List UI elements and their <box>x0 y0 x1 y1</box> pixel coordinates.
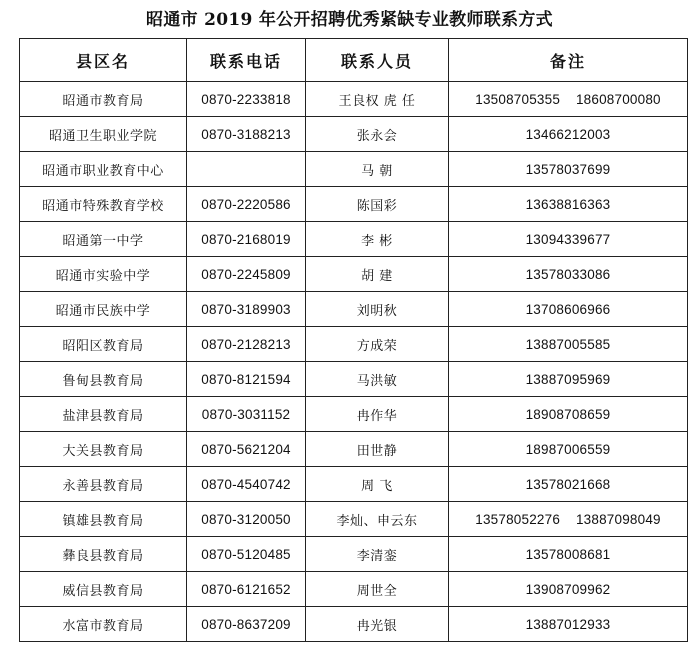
phone-cell: 0870-2233818 <box>187 82 306 117</box>
contact-cell: 胡 建 <box>306 257 449 292</box>
table-row <box>20 152 688 187</box>
contact-cell: 冉光银 <box>306 607 449 642</box>
contact-cell: 冉作华 <box>306 397 449 432</box>
county-cell: 昭通第一中学 <box>20 222 187 257</box>
notes-cell: 13466212003 <box>449 117 688 152</box>
notes-cell: 13887012933 <box>449 607 688 642</box>
contact-cell: 田世静 <box>306 432 449 467</box>
phone-cell <box>187 152 306 187</box>
phone-cell: 0870-4540742 <box>187 467 306 502</box>
table-row <box>20 502 688 537</box>
phone-cell: 0870-6121652 <box>187 572 306 607</box>
notes-cell: 13578021668 <box>449 467 688 502</box>
contact-cell: 刘明秋 <box>306 292 449 327</box>
contact-table <box>19 38 688 642</box>
contact-cell: 马洪敏 <box>306 362 449 397</box>
notes-cell: 13508705355 18608700080 <box>449 82 688 117</box>
notes-cell: 13887095969 <box>449 362 688 397</box>
phone-cell: 0870-3120050 <box>187 502 306 537</box>
phone-cell: 0870-2128213 <box>187 327 306 362</box>
table-row <box>20 117 688 152</box>
phone-cell: 0870-3188213 <box>187 117 306 152</box>
phone-cell: 0870-5120485 <box>187 537 306 572</box>
county-cell: 昭通市特殊教育学校 <box>20 187 187 222</box>
table-row <box>20 187 688 222</box>
county-cell: 威信县教育局 <box>20 572 187 607</box>
notes-cell: 13578008681 <box>449 537 688 572</box>
contact-cell: 张永会 <box>306 117 449 152</box>
notes-cell: 13578033086 <box>449 257 688 292</box>
notes-cell: 13094339677 <box>449 222 688 257</box>
table-row <box>20 537 688 572</box>
header-county: 县区名 <box>20 39 187 82</box>
county-cell: 镇雄县教育局 <box>20 502 187 537</box>
notes-cell: 13708606966 <box>449 292 688 327</box>
table-row <box>20 432 688 467</box>
contact-cell: 方成荣 <box>306 327 449 362</box>
phone-cell: 0870-8637209 <box>187 607 306 642</box>
phone-cell: 0870-2168019 <box>187 222 306 257</box>
contact-cell: 李 彬 <box>306 222 449 257</box>
phone-cell: 0870-2220586 <box>187 187 306 222</box>
county-cell: 昭通市实验中学 <box>20 257 187 292</box>
contact-cell: 周世全 <box>306 572 449 607</box>
county-cell: 昭通市职业教育中心 <box>20 152 187 187</box>
table-row <box>20 327 688 362</box>
county-cell: 昭通卫生职业学院 <box>20 117 187 152</box>
table-header-row <box>20 39 688 82</box>
notes-cell: 13578052276 13887098049 <box>449 502 688 537</box>
contact-cell: 周 飞 <box>306 467 449 502</box>
county-cell: 水富市教育局 <box>20 607 187 642</box>
contact-cell: 王良权 虎 任 <box>306 82 449 117</box>
notes-cell: 18987006559 <box>449 432 688 467</box>
table-row <box>20 467 688 502</box>
header-phone: 联系电话 <box>187 39 306 82</box>
phone-cell: 0870-2245809 <box>187 257 306 292</box>
table-row <box>20 397 688 432</box>
notes-cell: 13638816363 <box>449 187 688 222</box>
contact-cell: 李灿、申云东 <box>306 502 449 537</box>
county-cell: 大关县教育局 <box>20 432 187 467</box>
county-cell: 昭阳区教育局 <box>20 327 187 362</box>
document-title: 昭通市 2019 年公开招聘优秀紧缺专业教师联系方式 <box>146 10 553 30</box>
notes-cell: 13578037699 <box>449 152 688 187</box>
notes-cell: 13908709962 <box>449 572 688 607</box>
table-row <box>20 362 688 397</box>
county-cell: 盐津县教育局 <box>20 397 187 432</box>
contact-cell: 李清銮 <box>306 537 449 572</box>
notes-cell: 18908708659 <box>449 397 688 432</box>
phone-cell: 0870-5621204 <box>187 432 306 467</box>
phone-cell: 0870-3031152 <box>187 397 306 432</box>
contact-cell: 马 朝 <box>306 152 449 187</box>
county-cell: 昭通市民族中学 <box>20 292 187 327</box>
table-row <box>20 607 688 642</box>
header-notes: 备注 <box>449 39 688 82</box>
table-row <box>20 572 688 607</box>
county-cell: 永善县教育局 <box>20 467 187 502</box>
notes-cell: 13887005585 <box>449 327 688 362</box>
county-cell: 彝良县教育局 <box>20 537 187 572</box>
county-cell: 昭通市教育局 <box>20 82 187 117</box>
phone-cell: 0870-8121594 <box>187 362 306 397</box>
table-row <box>20 222 688 257</box>
county-cell: 鲁甸县教育局 <box>20 362 187 397</box>
table-row <box>20 292 688 327</box>
contact-cell: 陈国彩 <box>306 187 449 222</box>
header-contact: 联系人员 <box>306 39 449 82</box>
table-row <box>20 82 688 117</box>
table-row <box>20 257 688 292</box>
phone-cell: 0870-3189903 <box>187 292 306 327</box>
